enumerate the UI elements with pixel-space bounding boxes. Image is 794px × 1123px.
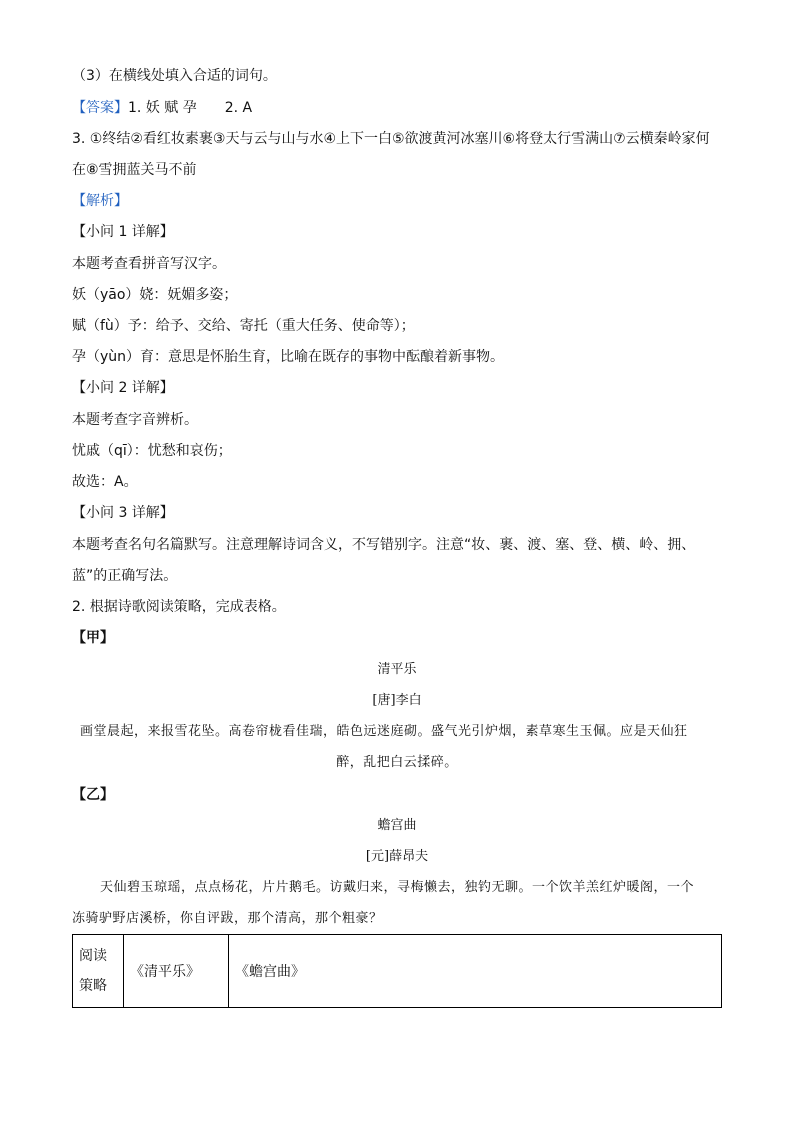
answer-label: 【答案】	[72, 100, 128, 116]
sub1-line-1: 本题考查看拼音写汉字。	[72, 256, 226, 272]
table-header-strategy: 阅读 策略	[73, 935, 124, 1008]
subquestion-1-heading: 【小问 1 详解】	[72, 224, 174, 240]
sub3-line-2: 蓝”的正确写法。	[72, 568, 178, 584]
sub1-line-4: 孕（yùn）育：意思是怀胎生育，比喻在既存的事物中酝酿着新事物。	[72, 349, 505, 365]
poem-1-title: 清平乐	[377, 662, 417, 677]
poem-2-title: 蟾宫曲	[377, 818, 417, 833]
question-2-instruction: 2. 根据诗歌阅读策略，完成表格。	[72, 599, 286, 615]
table-header-qingpingle: 《清平乐》	[124, 935, 229, 1008]
sub1-line-3: 赋（fù）予：给予、交给、寄托（重大任务、使命等）；	[72, 318, 415, 334]
section-yi-label: 【乙】	[72, 787, 114, 803]
poem-1-line-1: 画堂晨起，来报雪花坠。高卷帘栊看佳瑞，皓色远迷庭砌。盛气光引炉烟，素草寒生玉佩。应是天仙狂	[80, 724, 688, 739]
reading-strategy-table	[72, 934, 722, 1008]
question-3-instruction: （3）在横线处填入合适的词句。	[72, 68, 277, 84]
poem-1-author: [唐]李白	[372, 693, 422, 708]
table-row	[73, 935, 722, 1008]
poem-2-line-2: 冻骑驴野店溪桥，你自评跋，那个清高，那个粗豪？	[72, 911, 383, 926]
answer-3-line-1: 3. ①终结②看红妆素裹③天与云与山与水④上下一白⑤欲渡黄河冰塞川⑥将登太行雪满山⑦云横秦岭家何	[72, 131, 710, 147]
subquestion-2-heading: 【小问 2 详解】	[72, 380, 174, 396]
table-header-chanzonggqu: 《蟾宫曲》	[229, 935, 722, 1008]
analysis-label: 【解析】	[72, 193, 128, 209]
sub2-line-1: 本题考查字音辨析。	[72, 412, 198, 428]
poem-1-line-2: 醉，乱把白云揉碎。	[336, 755, 458, 770]
subquestion-3-heading: 【小问 3 详解】	[72, 505, 174, 521]
sub2-line-3: 故选：A。	[72, 474, 138, 490]
answer-text: 1. 妖 赋 孕 2. A	[128, 100, 253, 116]
sub1-line-2: 妖（yāo）娆：妩媚多姿；	[72, 287, 238, 303]
answer-3-line-2: 在⑧雪拥蓝关马不前	[72, 162, 197, 178]
poem-2-author: [元]薛昂夫	[365, 849, 429, 864]
section-jia-label: 【甲】	[72, 630, 114, 646]
sub2-line-2: 忧戚（qī）：忧愁和哀伤；	[72, 443, 232, 459]
answer-line	[72, 98, 722, 118]
sub3-line-1: 本题考查名句名篇默写。注意理解诗词含义，不写错别字。注意“妆、裹、渡、塞、登、横、岭、拥、	[72, 537, 696, 553]
poem-2-line-1: 天仙碧玉琼瑶，点点杨花，片片鹅毛。访戴归来，寻梅懒去，独钓无聊。一个饮羊羔红炉暖阁，一个	[100, 880, 695, 895]
